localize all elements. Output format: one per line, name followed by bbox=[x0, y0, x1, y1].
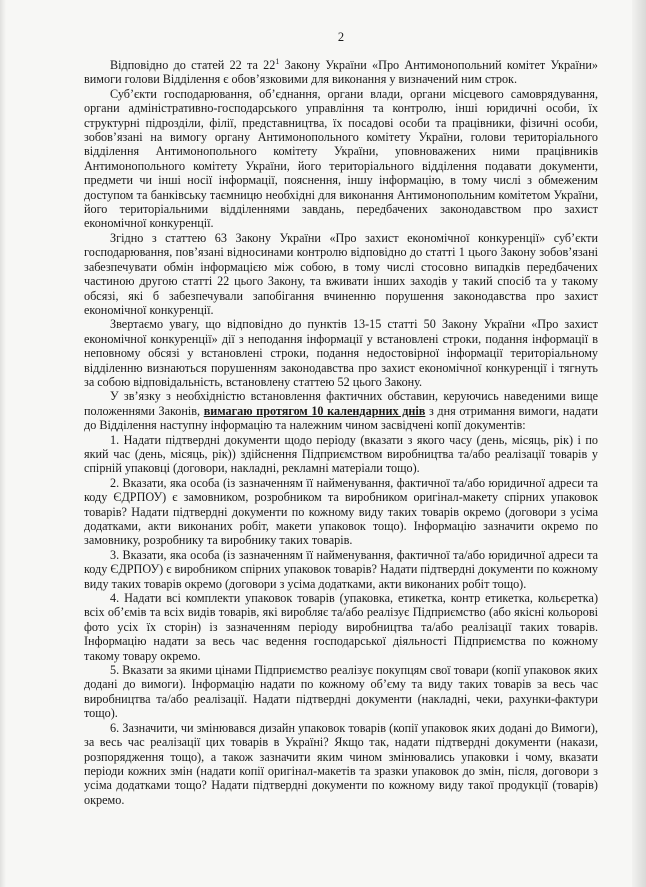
deadline-emphasis: вимагаю протягом 10 календарних днів bbox=[203, 403, 426, 418]
paragraph-liability: Звертаємо увагу, що відповідно до пунктів 13-15 статті 50 Закону України «Про захист економічної конкуренції» дії з неподання інформації у встановлені строки, подання інформації в неповному обсязі у встановлені строки, подання недостовірної інформації територіальному відділенню визнаються порушенням законодавства про захист економічної конкуренції і тягнуть за собою відповідальність, встановлену статтею 52 цього Закону. bbox=[84, 317, 598, 389]
scan-shadow-left bbox=[0, 0, 6, 887]
scan-shadow-right bbox=[632, 0, 646, 887]
paragraph-text: Відповідно до статей 22 та 22 bbox=[110, 58, 276, 72]
list-item: 4. Надати всі комплекти упаковок товарів (упаковка, етикетка, контр етикетка, кольєретка) всіх об’ємів та всіх видів товарів, які виробляє та/або реалізує Підприємство (або якісні кольорові фото усіх їх сторін) із зазначенням періоду виробництва та/або реалізації таких товарів. Інформацію надати за весь час ведення господарської діяльності Підприємства по кожному такому товару окремо. bbox=[84, 591, 598, 663]
paragraph-text: Закону України «Про Антимонопольний комітет України» вимоги голови Відділення є обов’язковими для виконання у визначений ним строк. bbox=[84, 58, 598, 87]
list-item: 5. Вказати за якими цінами Підприємство реалізує покупцям свої товари (копії упаковок яких додані до вимоги). Інформацію надати по кожному об’єму та виду таких товарів за весь час виробництва та/або реалізації. Надати підтвердні документи (накладні, чеки, рахунки-фактури тощо). bbox=[84, 663, 598, 721]
paragraph-text: з дня отримання вимоги, надати до Відділення наступну інформацію та належним чином засвідчені копії документів: bbox=[84, 403, 598, 433]
paragraph-text: У зв’язку з необхідністю встановлення фактичних обставин, керуючись наведеними вище положеннями Законів, bbox=[84, 389, 598, 418]
paragraph-authority bbox=[84, 58, 598, 87]
page-number: 2 bbox=[337, 30, 345, 44]
paragraph-article-63: Згідно з статтею 63 Закону України «Про захист економічної конкуренції» суб’єкти господарювання, пов’язані відносинами контролю відповідно до статті 1 цього Закону зобов’язані забезпечувати обмін інформацією між собою, в тому числі стосовно випадків передбачених частиною другою статті 22 цього Закону, та вживати інших заходів у такий спосіб та у такому обсязі, які б забезпечували запобігання вчиненню порушення законодавства про захист економічної конкуренції. bbox=[84, 230, 598, 317]
list-item: 1. Надати підтвердні документи щодо періоду (вказати з якого часу (день, місяць, рік) і по який час (день, місяць, рік)) здійснення Підприємством виробництва та/або реалізації товарів у спірній упаковці (договори, накладні, рекламні матеріали тощо). bbox=[84, 432, 598, 476]
list-item: 2. Вказати, яка особа (із зазначенням її найменування, фактичної та/або юридичної адреси та коду ЄДРПОУ) є замовником, розробником та виробником оригінал-макету спірних упаковок товарів? Надати підтвердні документи по кожному виду таких товарів окремо (договори з усіма додатками, акти виконаних робіт, макети упаковок тощо). Інформацію зазначити окремо по замовнику, розробнику та виробнику таких товарів. bbox=[84, 475, 598, 548]
list-item: 3. Вказати, яка особа (із зазначенням її найменування, фактичної та/або юридичної адреси та коду ЄДРПОУ) є виробником спірних упаковок товарів? Надати підтвердні документи по кожному виду таких товарів окремо (договори з усіма додатками, акти виконаних робіт тощо). bbox=[84, 547, 598, 591]
superscript: 1 bbox=[275, 56, 280, 66]
list-item: 6. Зазначити, чи змінювався дизайн упаковок товарів (копії упаковок яких додані до Вимоги), за весь час реалізації цих товарів в Україні? Якщо так, надати підтвердні документи (накази, розпорядження тощо), а також зазначити яким чином змінювались упаковки і чому, вказати періоди кожних змін (надати копії оригінал-макетів та зразки упаковок до змін, після, договори з усіма додатками тощо? Надати підтвердні документи по кожному виду такої продукції (товарів) окремо. bbox=[84, 720, 598, 807]
paragraph-demand bbox=[84, 389, 598, 432]
paragraph-obligations: Суб’єкти господарювання, об’єднання, органи влади, органи місцевого самоврядування, органи адміністративно-господарського управління та контролю, інші юридичні особи, їх структурні підрозділи, філії, представництва, їх посадові особи та працівники, фізичні особи, зобов’язані на вимогу органу Антимонопольного комітету України, голови територіального відділення Антимонопольного комітету України, уповноважених ними працівників Антимонопольного комітету України, його територіального відділення подавати документи, предмети чи інші носії інформації, пояснення, іншу інформацію, в тому числі з обмеженим доступом та банківську таємницю необхідні для виконання Антимонопольним комітетом України, його територіальними відділеннями завдань, передбачених законодавством про захист економічної конкуренції. bbox=[84, 86, 598, 231]
